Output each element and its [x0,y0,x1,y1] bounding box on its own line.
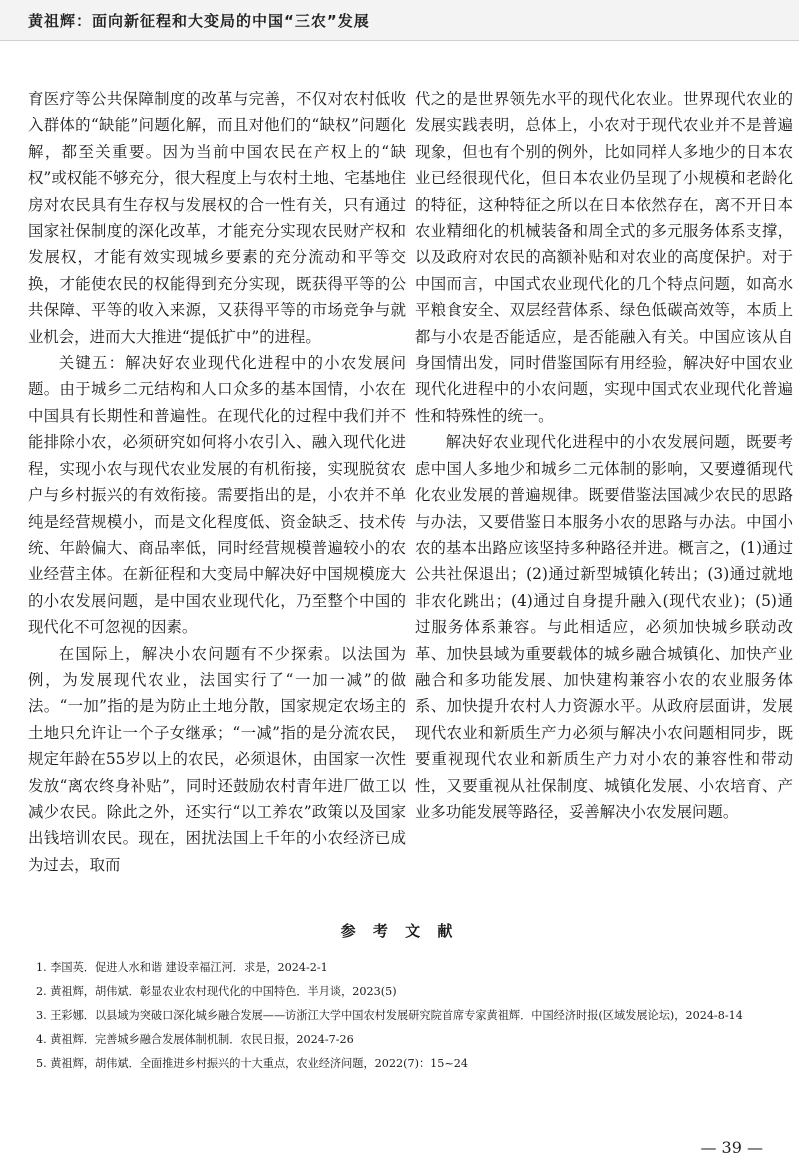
running-header [0,0,799,41]
reference-item: 4. 黄祖辉．完善城乡融合发展体制机制．农民日报，2024-7-26 [36,1033,354,1046]
reference-item: 5. 黄祖辉，胡伟斌．全面推进乡村振兴的十大重点，农业经济问题，2022(7)：15~24 [36,1057,469,1070]
paragraph: 育医疗等公共保障制度的改革与完善，不仅对农村低收入群体的“缺能”问题化解，而且对他们的“缺权”问题化解，都至关重要。因为当前中国农民在产权上的“缺权”或权能不够充分，很大程度上与农村土地、宅基地住房对农民具有生存权与发展权的合一性有关，只有通过国家社保制度的深化改革，才能充分实现农民财产权和发展权，才能有效实现城乡要素的充分流动和平等交换，才能使农民的权能得到充分实现，既获得平等的公共保障、平等的收入来源，又获得平等的市场竞争与就业机会，进而大大推进“提低扩中”的进程。 [28,90,406,346]
references-heading: 参 考 文 献 [340,922,459,940]
paragraph: 关键五：解决好农业现代化进程中的小农发展问题。由于城乡二元结构和人口众多的基本国情，小农在中国具有长期性和普遍性。在现代化的过程中我们并不能排除小农，必须研究如何将小农引入、融入现代化进程，实现小农与现代农业发展的有机衔接，实现脱贫农户与乡村振兴的有效衔接。需要指出的是，小农并不单纯是经营规模小，而是文化程度低、资金缺乏、技术传统、年龄偏大、商品率低，同时经营规模普遍较小的农业经营主体。在新征程和大变局中解决好中国规模庞大的小农发展问题，是中国农业现代化，乃至整个中国的现代化不可忽视的因素。 [28,354,406,637]
right-column [415,86,793,825]
page-number: — 39 — [700,1138,763,1157]
paragraph: 解决好农业现代化进程中的小农发展问题，既要考虑中国人多地少和城乡二元体制的影响，又要遵循现代化农业发展的普遍规律。既要借鉴法国减少农民的思路与办法，又要借鉴日本服务小农的思路与办法。中国小农的基本出路应该坚持多种路径并进。概言之，(1)通过公共社保退出；(2)通过新型城镇化转出；(3)通过就地非农化跳出；(4)通过自身提升融入(现代农业)；(5)通过服务体系兼容。与此相适应，必须加快城乡联动改革、加快县域为重要载体的城乡融合城镇化、加快产业融合和多功能发展、加快建构兼容小农的农业服务体系、加快提升农村人力资源水平。从政府层面讲，发展现代农业和新质生产力必须与解决小农问题相同步，既要重视现代农业和新质生产力对小农的兼容性和带动性，又要重视从社保制度、城镇化发展、小农培育、产业多功能发展等路径，妥善解决小农发展问题。 [415,433,793,821]
references-list [36,958,764,1078]
reference-item: 1. 李国英．促进人水和谐 建设幸福江河．求是，2024-2-1 [36,961,328,974]
reference-item: 3. 王彩娜．以县域为突破口深化城乡融合发展——访浙江大学中国农村发展研究院首席专家黄祖辉．中国经济时报(区域发展论坛)，2024-8-14 [36,1009,743,1022]
paragraph: 在国际上，解决小农问题有不少探索。以法国为例，为发展现代农业，法国实行了“一加一减”的做法。“一加”指的是为防止土地分散，国家规定农场主的土地只允许让一个子女继承；“一减”指的是分流农民，规定年龄在55岁以上的农民，必须退休，由国家一次性发放“离农终身补贴”，同时还鼓励农村青年进厂做工以减少农民。除此之外，还实行“以工养农”政策以及国家出钱培训农民。现在，困扰法国上千年的小农经济已成为过去，取而 [28,644,406,874]
running-header-title: 黄祖辉：面向新征程和大变局的中国“三农”发展 [28,12,370,30]
paragraph: 代之的是世界领先水平的现代化农业。世界现代农业的发展实践表明，总体上，小农对于现代农业并不是普遍现象，但也有个别的例外，比如同样人多地少的日本农业已经很现代化，但日本农业仍呈现了小规模和老龄化的特征，这种特征之所以在日本依然存在，离不开日本农业精细化的机械装备和周全式的多元服务体系支撑，以及政府对农民的高额补贴和对农业的高度保护。对于中国而言，中国式农业现代化的几个特点问题，如高水平粮食安全、双层经营体系、绿色低碳高效等，本质上都与小农是否能适应，是否能融入有关。中国应该从自身国情出发，同时借鉴国际有用经验，解决好中国农业现代化进程中的小农问题，实现中国式农业现代化普遍性和特殊性的统一。 [415,90,793,425]
left-column [28,86,406,878]
reference-item: 2. 黄祖辉，胡伟斌．彰显农业农村现代化的中国特色．半月谈，2023(5) [36,985,397,998]
